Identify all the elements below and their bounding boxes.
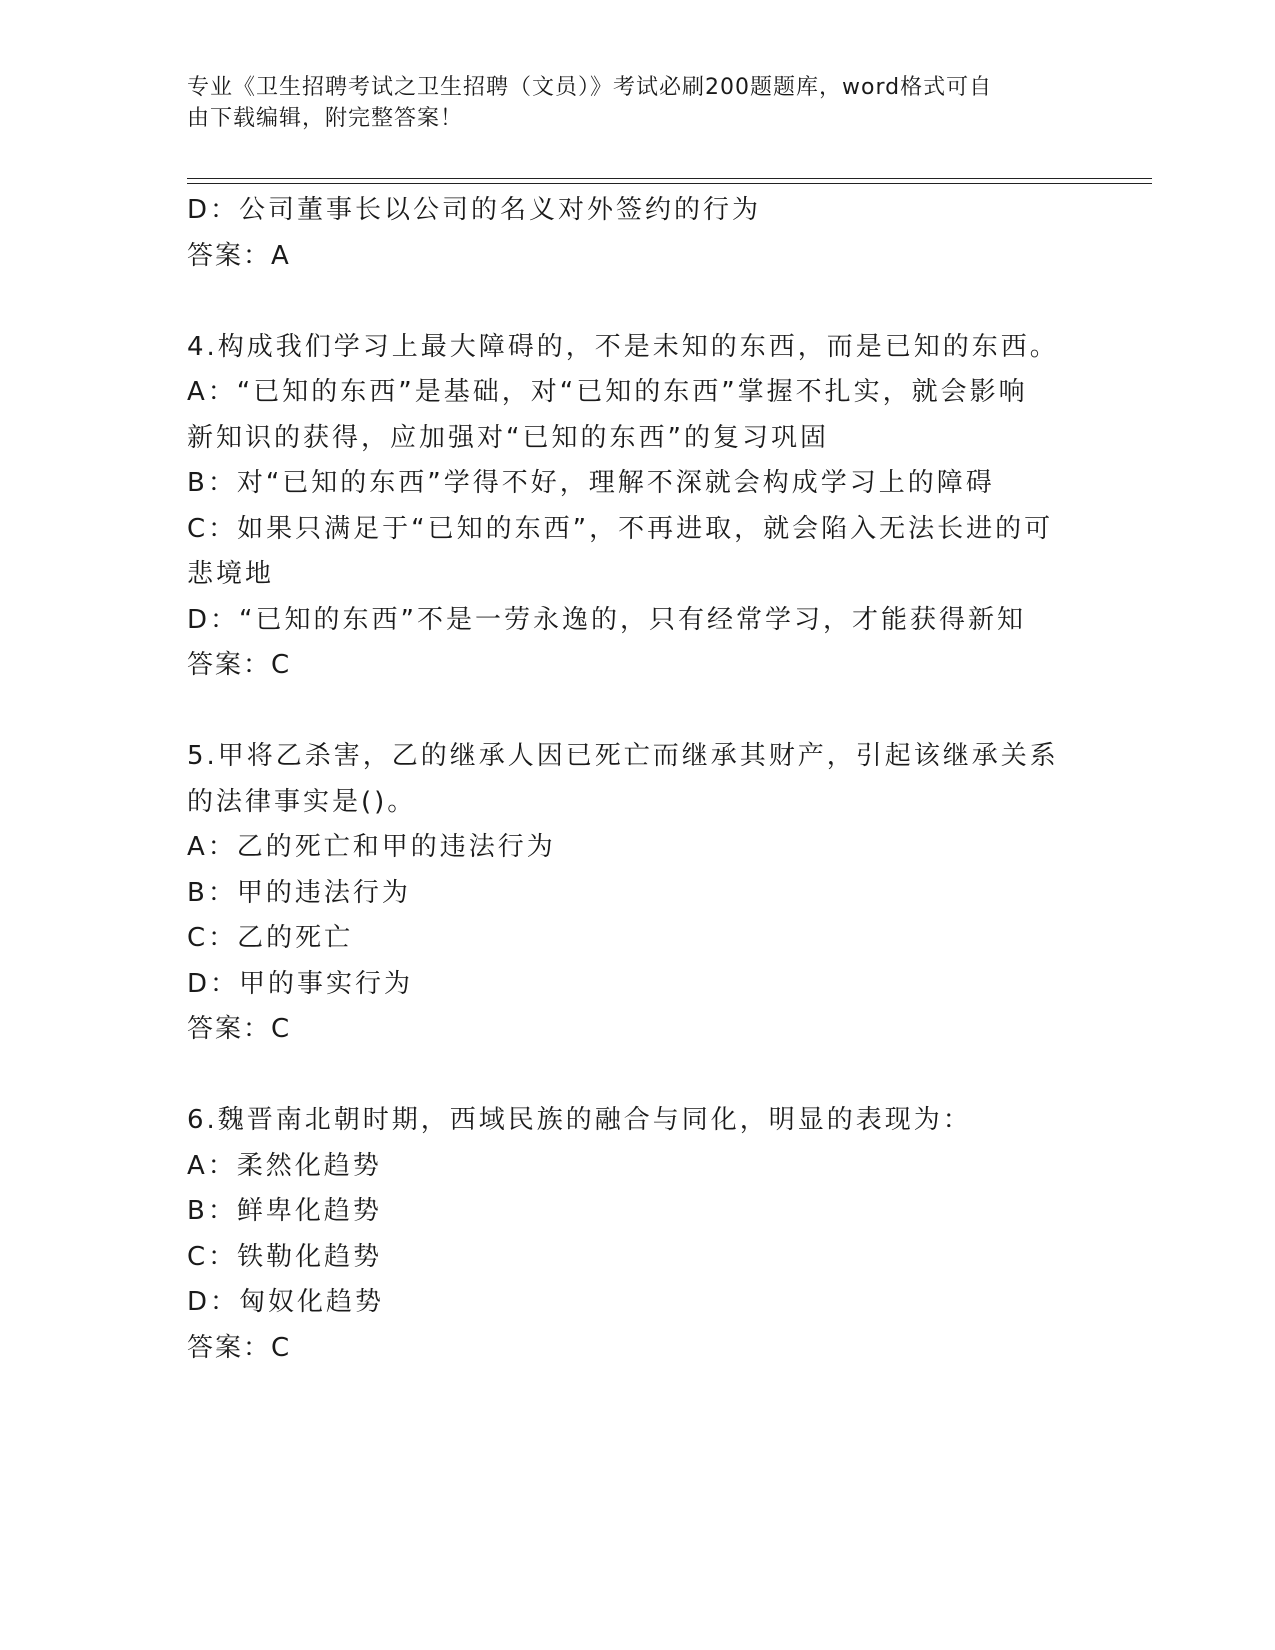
header-title-line-1: 专业《卫生招聘考试之卫生招聘（文员）》考试必刷200题题库，word格式可自 — [187, 75, 993, 100]
option-a-line-2: 新知识的获得，应加强对“已知的东西”的复习巩固 — [187, 422, 829, 453]
answer-line — [187, 643, 1087, 689]
answer-line — [187, 1326, 1087, 1372]
question-4 — [187, 325, 1087, 689]
spacer — [187, 689, 1087, 735]
question-stem: 6.魏晋南北朝时期，西域民族的融合与同化，明显的表现为： — [187, 1105, 972, 1135]
option-a-line-1: A：“已知的东西”是基础，对“已知的东西”掌握不扎实，就会影响 — [187, 377, 1028, 407]
answer-value: A — [271, 240, 291, 271]
answer-label: 答案： — [187, 650, 272, 680]
header-title-line-2: 由下载编辑，附完整答案！ — [187, 106, 464, 131]
answer-line — [187, 234, 1087, 280]
option-b: B：鲜卑化趋势 — [187, 1196, 382, 1226]
option-c-line-1: C：如果只满足于“已知的东西”，不再进取，就会陷入无法长进的可 — [187, 513, 1054, 544]
question-3-tail — [187, 188, 1087, 279]
option-d: D：甲的事实行为 — [187, 968, 414, 999]
answer-label: 答案： — [187, 1332, 272, 1363]
option-a: A：柔然化趋势 — [187, 1150, 382, 1181]
option-d: D：公司董事长以公司的名义对外签约的行为 — [187, 195, 762, 225]
answer-label: 答案： — [187, 240, 272, 271]
question-6 — [187, 1098, 1087, 1371]
header-divider-bottom — [187, 183, 1152, 184]
option-a: A：乙的死亡和甲的违法行为 — [187, 832, 556, 862]
answer-line — [187, 1007, 1087, 1053]
document-header — [187, 72, 1067, 134]
option-d: D：匈奴化趋势 — [187, 1287, 385, 1317]
answer-value: C — [271, 1332, 292, 1363]
option-c: C：乙的死亡 — [187, 923, 354, 953]
document-body — [187, 188, 1087, 1371]
option-c-line-2: 悲境地 — [187, 559, 275, 589]
spacer — [187, 1053, 1087, 1099]
question-stem-line-2: 的法律事实是()。 — [187, 786, 417, 817]
question-stem: 4.构成我们学习上最大障碍的，不是未知的东西，而是已知的东西。 — [187, 331, 1059, 362]
question-5 — [187, 734, 1087, 1053]
question-stem-line-1: 5.甲将乙杀害，乙的继承人因已死亡而继承其财产，引起该继承关系 — [187, 741, 1059, 771]
answer-value: C — [271, 650, 292, 680]
answer-value: C — [271, 1014, 292, 1044]
option-c: C：铁勒化趋势 — [187, 1241, 383, 1272]
option-b: B：甲的违法行为 — [187, 877, 411, 908]
answer-label: 答案： — [187, 1014, 272, 1044]
spacer — [187, 279, 1087, 325]
option-d: D：“已知的东西”不是一劳永逸的，只有经常学习，才能获得新知 — [187, 604, 1026, 635]
option-b: B：对“已知的东西”学得不好，理解不深就会构成学习上的障碍 — [187, 468, 995, 498]
header-divider-top — [187, 178, 1152, 179]
